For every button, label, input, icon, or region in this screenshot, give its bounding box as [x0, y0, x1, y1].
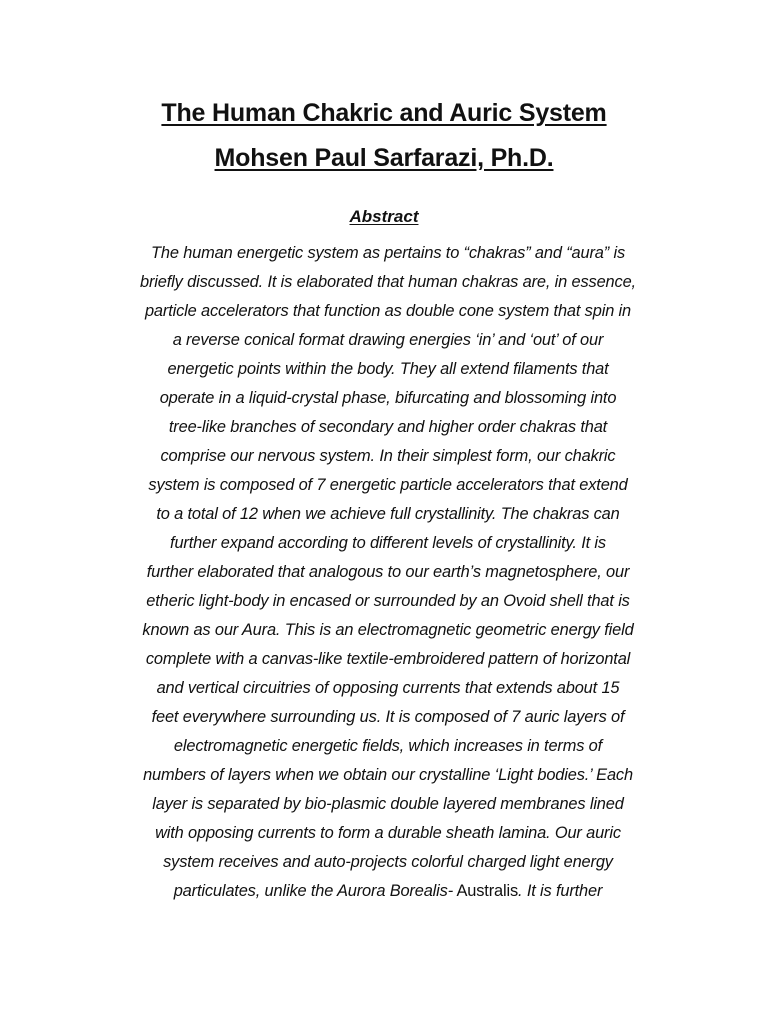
- abstract-line: system receives and auto-projects colorful charged light energy: [163, 853, 613, 871]
- abstract-line: layer is separated by bio-plasmic double layered membranes lined: [152, 795, 624, 813]
- abstract-line: further expand according to different levels of crystallinity. It is: [170, 534, 606, 552]
- abstract-line: a reverse conical format drawing energies ‘in’ and ‘out’ of our: [172, 331, 604, 349]
- abstract-line: complete with a canvas-like textile-embroidered pattern of horizontal: [145, 650, 631, 668]
- abstract-line: tree-like branches of secondary and higher order chakras that: [168, 418, 608, 436]
- abstract-line: further elaborated that analogous to our earth’s magnetosphere, our: [146, 563, 630, 581]
- abstract-line: electromagnetic energetic fields, which increases in terms of: [173, 737, 603, 755]
- last-line-end: . It is further: [518, 882, 603, 900]
- paper-title: The Human Chakric and Auric System: [161, 99, 607, 127]
- abstract-heading: Abstract: [349, 207, 419, 226]
- abstract-line: system is composed of 7 energetic particle accelerators that extend: [148, 476, 628, 494]
- abstract-line: briefly discussed. It is elaborated that human chakras are, in essence,: [140, 273, 636, 291]
- abstract-line: The human energetic system as pertains to “chakras” and “aura” is: [151, 244, 625, 262]
- author-name: Mohsen Paul Sarfarazi, Ph.D.: [214, 144, 554, 172]
- last-line-upright: Australis: [453, 882, 519, 900]
- abstract-line: and vertical circuitries of opposing currents that extends about 15: [156, 679, 620, 697]
- abstract-body: [100, 239, 676, 906]
- abstract-line: particle accelerators that function as double cone system that spin in: [144, 302, 632, 320]
- abstract-line: comprise our nervous system. In their simplest form, our chakric: [160, 447, 616, 465]
- abstract-last-line: [100, 877, 676, 906]
- abstract-line: feet everywhere surrounding us. It is composed of 7 auric layers of: [151, 708, 625, 726]
- abstract-line: energetic points within the body. They all extend filaments that: [167, 360, 609, 378]
- abstract-line: operate in a liquid-crystal phase, bifurcating and blossoming into: [159, 389, 617, 407]
- abstract-line: known as our Aura. This is an electromagnetic geometric energy field: [142, 621, 634, 639]
- abstract-line: numbers of layers when we obtain our crystalline ‘Light bodies.’ Each: [143, 766, 633, 784]
- abstract-line: etheric light-body in encased or surrounded by an Ovoid shell that is: [146, 592, 630, 610]
- abstract-line: to a total of 12 when we achieve full crystallinity. The chakras can: [156, 505, 620, 523]
- last-line-start: particulates, unlike the Aurora Borealis-: [173, 882, 454, 900]
- abstract-line: with opposing currents to form a durable sheath lamina. Our auric: [155, 824, 621, 842]
